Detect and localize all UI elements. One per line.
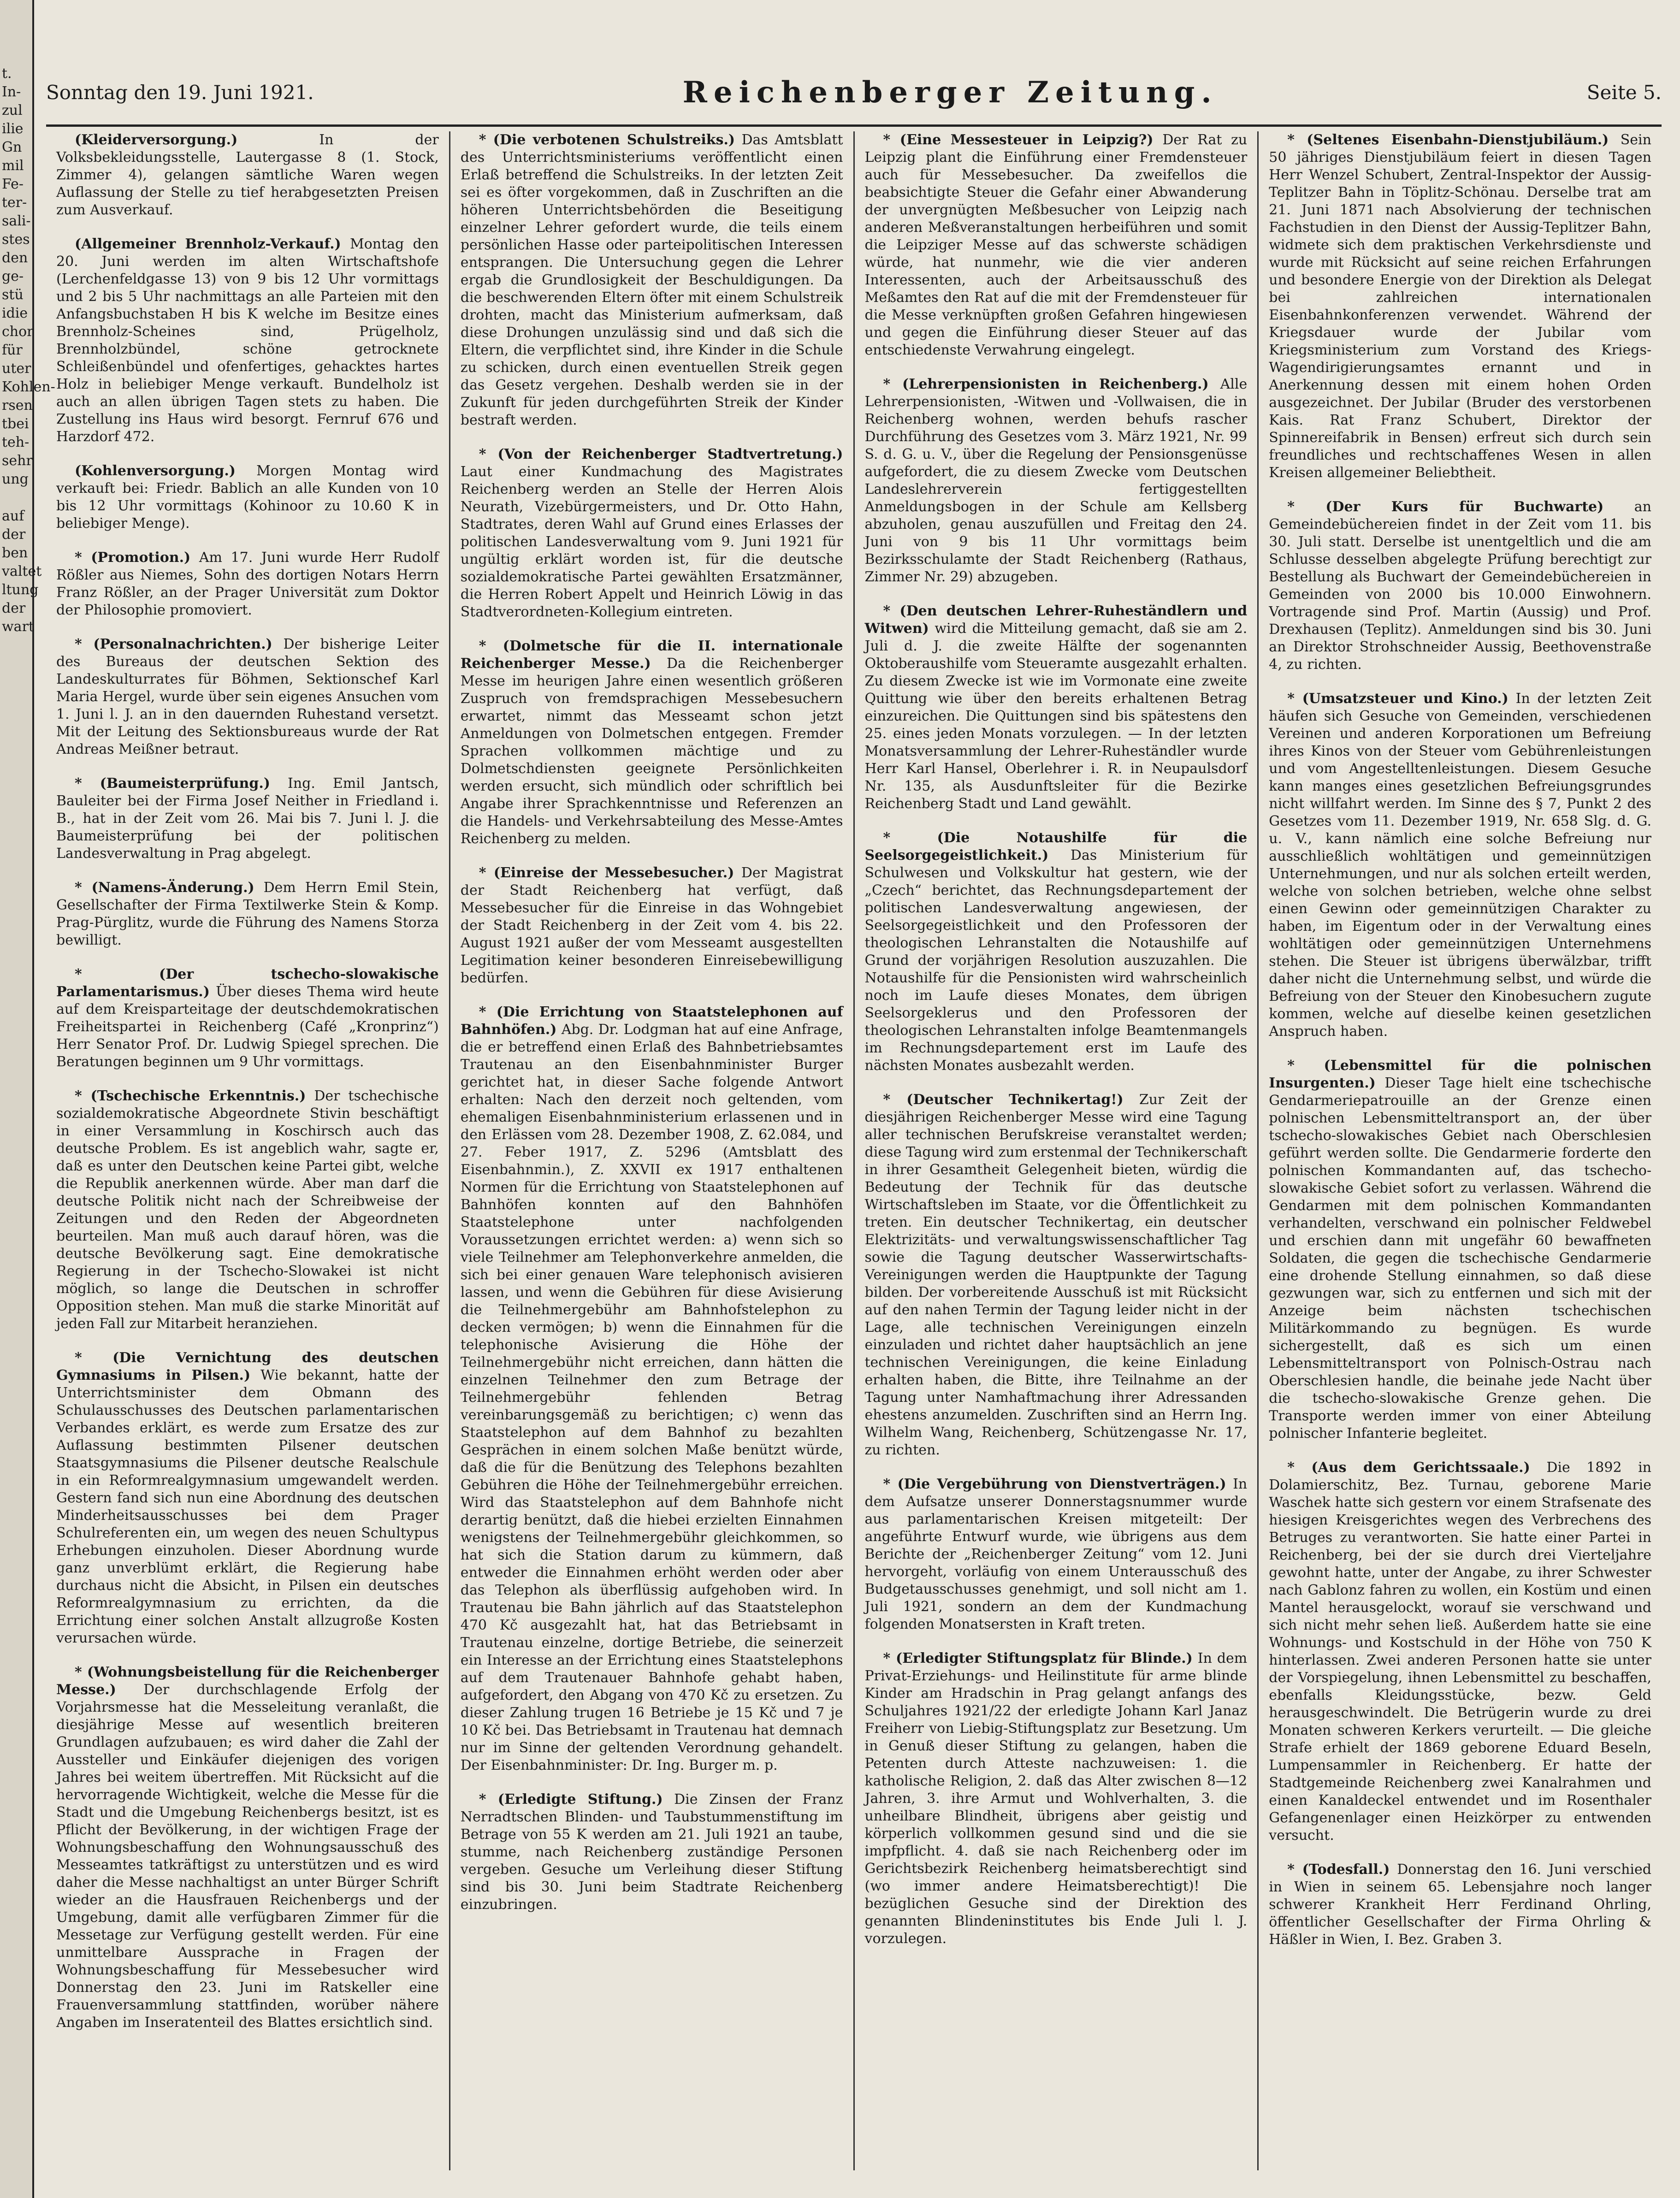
article-body: Dem Herrn Emil Stein, Gesellschafter der Firma Textilwerke Stein & Komp. Prag-Pürglitz, wurde die Führung des Namens Storza bewilligt. — [56, 880, 439, 948]
article — [461, 131, 843, 429]
article-headline: * (Dolmetsche für die II. internationale Reichenberger Messe.) — [460, 638, 843, 672]
article-headline: * (Promotion.) — [75, 550, 191, 566]
adjacent-page-edge — [0, 0, 55, 2198]
article-headline: (Kleiderversorgung.) — [75, 132, 238, 148]
article-body: Laut einer Kundmachung des Magistrates Reichenberg werden an Stelle der Herren Alois Neurath, Vizebürgermeisters, und Dr. Otto Hahn, Stadtrates, deren Wahl auf Grund eines Erlasses der politischen Landesverwaltung vom 9. Juni 1921 für ungültig erklärt worden ist, für die deutsche sozialdemokratische Partei gewählten Ersatzmänner, die Herren Robert Appelt und Heinrich Löwig in das Stadtverordneten-Kollegium eintreten. — [460, 464, 843, 620]
article — [865, 376, 1248, 586]
article-headline: * (Die Vernichtung des deutschen Gymnasiums in Pilsen.) — [56, 1350, 439, 1383]
article-headline: * (Tschechische Erkenntnis.) — [75, 1088, 306, 1104]
article-body: Der tschechische sozialdemokratische Abgeordnete Stivin beschäftigt in einer Versammlung in Koschirsch auch das deutsche Problem. Es ist angeblich wahr, sagte er, daß es unter den Deutschen keine Partei gibt, welche die Republik anerkennen würde. Aber man darf die deutsche Politik nicht nach der Schreibweise der Zeitungen und den Reden der Abgeordneten beurteilen. Man muß auch darauf hören, was die deutsche Bevölkerung sagt. Eine demokratische Regierung in der Tschecho-Slowakei ist nicht möglich, so lange die Deutschen in schroffer Opposition stehen. Man muß die starke Minorität auf jeden Fall zur Mitarbeit heranziehen. — [56, 1088, 439, 1332]
article — [1269, 1459, 1651, 1844]
article — [1269, 1057, 1651, 1442]
masthead — [46, 69, 1662, 127]
article — [1269, 1861, 1651, 1949]
article-headline: * (Aus dem Gerichtssaale.) — [1287, 1459, 1530, 1476]
article-headline: * (Der Kurs für Buchwarte) — [1287, 499, 1604, 515]
article — [56, 775, 439, 863]
article-headline: * (Eine Messesteuer in Leipzig?) — [883, 132, 1154, 148]
column-3 — [855, 131, 1259, 2170]
article-body: Die 1892 in Dolamierschitz, Bez. Turnau, geborene Marie Waschek hatte sich gestern vor einem Strafsenate des hiesigen Kreisgerichtes wegen des Verbrechens des Betruges zu verantworten. Sie hatte einer Partei in Reichenberg, bei der sie durch drei Vierteljahre gewohnt hatte, unter der Angabe, zu ihrer Schwester nach Gablonz fahren zu wollen, ein Kostüm und einen Mantel herausgelockt, worauf sie verschwand und sich nicht mehr sehen ließ. Außerdem hatte sie eine Wohnungs- und Kostschuld in der Höhe von 750 K hinterlassen. Zwei anderen Personen hatte sie unter der Vorspiegelung, ihnen Lebensmittel zu beschaffen, ebenfalls Kleidungsstücke, bezw. Geld herausgeschwindelt. Die Betrügerin wurde zu drei Monaten schweren Kerkers verurteilt. — Die gleiche Strafe erhielt der 1869 geborene Eduard Beseln, Lumpensammler in Reichenberg. Er hatte der Stadtgemeinde Reichenberg zwei Kanalrahmen und einen Kanaldeckel entwendet und im Rosenthaler Gefangenenlager einen Heizkörper zu entwenden versucht. — [1269, 1459, 1651, 1843]
article-body: Alle Lehrerpensionisten, -Witwen und -Vollwaisen, die in Reichenberg wohnen, werden behufs rascher Durchführung des Gesetzes vom 3. März 1921, Nr. 99 S. d. G. u. V., über die Regelung der Pensionsgenüsse aufgefordert, die zu diesem Zwecke vom Deutschen Landeslehrerverein fertiggestellten Anmeldungsbogen in der Schule am Kellsberg abzuholen, genau auszufüllen und Freitag den 24. Juni von 9 bis 11 Uhr vormittags beim Bezirksschulamte der Stadt Reichenberg (Rathaus, Zimmer Nr. 29) abzugeben. — [864, 376, 1248, 585]
article-body: In der Volksbekleidungsstelle, Lautergasse 8 (1. Stock, Zimmer 4), gelangen sämtliche Waren wegen Auflassung der Stelle zu tief herabgesetzten Preisen zum Ausverkauf. — [56, 132, 439, 218]
article — [56, 966, 439, 1071]
article-body: Montag den 20. Juni werden im alten Wirtschaftshofe (Lerchenfeldgasse 13) von 9 bis 12 Uhr vormittags und 2 bis 5 Uhr nachmittags an alle Parteien mit den Anfangsbuchstaben H bis K welche im Besitze eines Brennholz-Scheines sind, Prügelholz, Brennholzbündel, schöne getrocknete Schleißenbündel und ofenfertiges, gehacktes hartes Holz in beliebiger Menge verkauft. Bundelholz ist auch an allen übrigen Tagen stets zu haben. Die Zustellung ins Haus wird besorgt. Fernruf 676 und Harzdorf 472. — [56, 236, 439, 445]
article — [461, 1791, 843, 1914]
article-headline: * (Die Errichtung von Staatstelephonen auf Bahnhöfen.) — [460, 1004, 843, 1038]
article-body: In dem Privat-Erziehungs- und Heilinstitute für arme blinde Kinder am Hradschin in Prag gelangt anfangs des Schuljahres 1921/22 der erledigte Johann Karl Janaz Freiherr von Liebig-Stiftungsplatz zur Besetzung. Um in Genuß dieser Stiftung zu gelangen, haben die Petenten durch Atteste nachzuweisen: 1. die katholische Religion, 2. daß das Alter zwischen 8—12 Jahren, 3. ihre Armut und Wohlverhalten, 3. die unheilbare Blindheit, übrigens aber geistig und körperlich vollkommen gesund sind und die sie impfpflicht. 4. daß sie nach Reichenberg oder im Gerichtsbezirk Reichenberg heimatsberechtigt sind (wo immer andere Heimatsberechtigt)! Die bezüglichen Gesuche sind der Direktion des genannten Blindeninstitutes bis Ende Juli l. J. vorzulegen. — [864, 1650, 1248, 1947]
article-headline: * (Personalnachrichten.) — [75, 636, 272, 652]
article-headline: * (Baumeisterprüfung.) — [75, 775, 270, 792]
article — [1269, 690, 1651, 1040]
article — [56, 236, 439, 446]
article-body: Der durchschlagende Erfolg der Vorjahrsmesse hat die Messeleitung veranlaßt, die diesjährige Messe auf wesentlich breiteren Grundlagen aufzubauen; es wird daher die Zahl der Aussteller und Einkäufer diejenigen des vorigen Jahres bei weitem übertreffen. Mit Rücksicht auf die hervorragende Wichtigkeit, welche die Messe für die Stadt und die Umgebung Reichenbergs besitzt, ist es Pflicht der Bevölkerung, in der wichtigen Frage der Wohnungsbeschaffung den Wohnungsausschuß des Messeamtes tatkräftigst zu unterstützen und es wird daher die Messe nachhaltigst an unter Bürger Schrift wieder an die Hausfrauen Reichenbergs und der Umgebung, damit alle verfügbaren Zimmer für die Messetage zur Verfügung gestellt werden. Für eine unmittelbare Aussprache in Fragen der Wohnungsbeschaffung für Messebesucher wird Donnerstag den 23. Juni im Ratskeller eine Frauenversammlung stattfinden, worüber nähere Angaben im Inseratenteil des Blattes ersichtlich sind. — [56, 1682, 439, 2031]
article-headline: * (Seltenes Eisenbahn-Dienstjubiläum.) — [1287, 132, 1609, 148]
article — [461, 446, 843, 621]
article — [461, 1004, 843, 1774]
article-headline: * (Erledigte Stiftung.) — [479, 1791, 663, 1808]
article — [865, 603, 1248, 813]
article — [865, 1091, 1248, 1459]
article-headline: * (Die verbotenen Schulstreiks.) — [479, 132, 735, 148]
article-body: In dem Aufsatze unserer Donnerstagsnummer wurde aus parlamentarischen Kreisen mitgeteilt: Der angeführte Entwurf wurde, wie übrigens aus dem Berichte der „Reichenberger Zeitung“ vom 12. Juni hervorgeht, vorläufig von einem Unterausschuß des Budgetausschusses genehmigt, und soll nicht am 1. Juli 1921, sondern an dem der Kundmachung folgenden Monatsersten in Kraft treten. — [864, 1476, 1248, 1632]
article-body: an Gemeindebüchereien findet in der Zeit vom 11. bis 30. Juli statt. Derselbe ist unentgeltlich und die am Schlusse desselben abgelegte Prüfung berechtigt zur Bestellung als Buchwart der Gemeindebüchereien in Gemeinden von 2000 bis 10.000 Einwohnern. Vortragende sind Prof. Martin (Aussig) und Prof. Drexhausen (Teplitz). Anmeldungen sind bis 30. Juni an Direktor Strohschneider Aussig, Beethovenstraße 4, zu richten. — [1269, 499, 1652, 673]
article-body: Zur Zeit der diesjährigen Reichenberger Messe wird eine Tagung aller technischen Berufskreise veranstaltet werden; diese Tagung wird zum erstenmal der Technikerschaft in ihrer Gesamtheit Gelegenheit bieten, würdig die Bedeutung der Technik für das deutsche Wirtschaftsleben im Staate, vor die Öffentlichkeit zu treten. Ein deutscher Technikertag, ein deutscher Elektrizitäts- und verwaltungswissenschaftlicher Tag sowie die Tagung deutscher Wasserwirtschafts-Vereinigungen werden die Hauptpunkte der Tagung bilden. Der vorbereitende Ausschuß ist mit Rücksicht auf den nahen Termin der Tagung leider nicht in der Lage, alle technischen Vereinigungen einzeln einzuladen und richtet daher hauptsächlich an jene technischen Vereinigungen, die keine Einladung erhalten haben, die Bitte, ihre Teilnahme an der Tagung unter Namhaftmachung ihrer Adressanden ehestens anzumelden. Zuschriften sind an Herrn Ing. Wilhelm Wang, Reichenberg, Schützengasse Nr. 17, zu richten. — [864, 1092, 1248, 1458]
column-4 — [1259, 131, 1662, 2170]
article-body: Am 17. Juni wurde Herr Rudolf Rößler aus Niemes, Sohn des dortigen Notars Herrn Franz Rößler, an der Prager Universität zum Doktor der Philosophie promoviert. — [56, 550, 439, 618]
article — [461, 864, 843, 987]
article-headline: * (Der tschecho-slowakische Parlamentarismus.) — [56, 966, 439, 1000]
column-2 — [450, 131, 855, 2170]
article — [865, 131, 1248, 359]
article-body: Der Magistrat der Stadt Reichenberg hat verfügt, daß Messebesucher für die Einreise in das Wohngebiet der Stadt Reichenberg in der Zeit vom 4. bis 22. August 1921 außer der vom Messeamt ausgestellten Legitimation keiner besonderen Einreisebewilligung bedürfen. — [460, 865, 843, 986]
article-columns — [46, 131, 1662, 2170]
article — [56, 879, 439, 949]
article-headline: * (Todesfall.) — [1287, 1861, 1390, 1878]
article-body: Sein 50 jähriges Dienstjubiläum feiert in diesen Tagen Herr Wenzel Schubert, Zentral-Inspektor der Aussig-Teplitzer Bahn in Töplitz-Schönau. Derselbe trat am 21. Juni 1871 nach Absolvierung der technischen Fachstudien in den Dienst der Aussig-Teplitzer Bahn, widmete sich dem praktischen Verkehrsdienste und wurde mit Rücksicht auf seine reichen Erfahrungen und besondere Energie von der Direktion als Delegat bei zahlreichen internationalen Eisenbahnkonferenzen verwendet. Während der Kriegsdauer wurde der Jubilar vom Kriegsministerium zum Vorstand des Kriegs-Wagendirigierungsamtes ernannt und in Anerkennung dessen mit einem hohen Orden ausgezeichnet. Der Jubilar (Bruder des verstorbenen Kais. Rat Franz Schubert, Direktor der Spinnereifabrik in Bensen) erfreut sich durch sein freundliches und rechtschaffenes Wesen in allen Kreisen allgemeiner Beliebtheit. — [1269, 132, 1651, 481]
article-body: Das Ministerium für Schulwesen und Volkskultur hat gestern, wie der „Czech“ berichtet, das Rechnungsdepartement der politischen Landesverwaltung angewiesen, der Seelsorgegeistlichkeit und den Professoren der theologischen Lehranstalten die Notaushilfe auf Grund der vorjährigen Resolution auszuzahlen. Die Notaushilfe für die Pensionisten wird wahrscheinlich noch im Laufe dieses Monates, dem übrigen Seelsorgeklerus und den Professoren der theologischen Lehranstalten infolge Beamtenmangels im Rechnungsdepartement erst im Laufe des nächsten Monates ausbezahlt werden. — [864, 847, 1248, 1074]
article-body: In der letzten Zeit häufen sich Gesuche von Gemeinden, verschiedenen Vereinen und anderen Korporationen um Befreiung ihres Kinos von der Steuer vom Gebührenleistungen und vom Angestelltenleistungen. Diesem Gesuche kann manges eines gesetzlichen Befreiungsgrundes nicht willfahrt werden. Im Sinne des § 7, Punkt 2 des Gesetzes vom 11. Dezember 1919, Nr. 658 Slg. d. G. u. V., kann nämlich eine solche Befreiung nur ausschließlich wohltätigen und gemeinnützigen Unternehmungen, und nur als solchen erteilt werden, welche von solchen betrieben, welche ohne selbst einen Gewinn oder gemeinnützigen Charakter zu haben, im Eigentum oder in der Verwaltung eines wohltätigen oder gemeinnützigen Unternehmens stehen. Die Steuer ist übrigens überwälzbar, trifft daher nicht die Unternehmung selbst, und würde die Befreiung von der Steuer den Kinobesuchern zugute kommen, welche auf dieselbe keinen gesetzlichen Anspruch haben. — [1269, 691, 1651, 1040]
article-body: Donnerstag den 16. Juni verschied in Wien in seinem 65. Lebensjahre noch langer schwerer Krankheit Herr Ferdinand Ohrling, öffentlicher Gesellschafter der Firma Ohrling & Häßler in Wien, I. Bez. Graben 3. — [1269, 1861, 1651, 1948]
column-1 — [46, 131, 450, 2170]
article-body: Ing. Emil Jantsch, Bauleiter bei der Firma Josef Neither in Friedland i. B., hat in der Zeit vom 26. Mai bis 7. Juni l. J. die Baumeisterprüfung bei der politischen Landesverwaltung in Prag abgelegt. — [56, 775, 439, 862]
article — [1269, 131, 1651, 482]
article — [56, 1349, 439, 1647]
article-body: Dieser Tage hielt eine tschechische Gendarmeriepatrouille an der Grenze einen polnischen Lebensmitteltransport an, der über tschecho-slowakisches Gebiet nach Oberschlesien geführt werden sollte. Die Gendarmerie forderte den polnischen Kommandanten auf, das tschecho-slowakische Gebiet sofort zu verlassen. Während die Gendarmen mit dem polnischen Kommandanten verhandelten, verschwand ein polnischer Feldwebel und erschien dann mit ungefähr 60 bewaffneten Soldaten, die gegen die tschechische Gendarmerie eine drohende Stellung einnahmen, so daß diese gezwungen war, sich zu entfernen und sich mit der Anzeige beim nächsten tschechischen Militärkommando zu begnügen. Es wurde sichergestellt, daß es sich um einen Lebensmitteltransport von Polnisch-Ostrau nach Oberschlesien handle, die beinahe jede Nacht über die tschecho-slowakische Grenze gehen. Die Transporte werden immer von einer Abteilung polnischer Infanterie begleitet. — [1269, 1075, 1651, 1442]
page-number: Seite 5. — [1586, 81, 1662, 104]
article-body: wird die Mitteilung gemacht, daß sie am 2. Juli d. J. die zweite Hälfte der sogenannten Oktoberaushilfe vom Steueramte ausgezahlt erhalten. Zu diesem Zwecke ist wie im Vormonate eine zweite Quittung wie über den bereits erhaltenen Betrag einzureichen. Die Quittungen sind bis spätestens den 25. eines jeden Monats vorzulegen. — In der letzten Monatsversammlung der Lehrer-Ruheständler wurde Herr Karl Hansel, Oberlehrer i. R. in Neupaulsdorf Nr. 135, als Ausdunftsleiter für die Bezirke Reichenberg Stadt und Land gewählt. — [864, 620, 1248, 812]
article-body: Da die Reichenberger Messe im heurigen Jahre einen wesentlich größeren Zuspruch von fremdsprachigen Messebesuchern erwartet, nimmt das Messeamt schon jetzt Anmeldungen von Dolmetschen entgegen. Fremder Sprachen vollkommen mächtige und zu Dolmetschdiensten geeignete Persönlichkeiten werden ersucht, sich mündlich oder schriftlich bei Angabe ihrer Sprachkenntnisse und Referenzen an die Handels- und Verkehrsabteilung des Messe-Amtes Reichenberg zu melden. — [460, 656, 843, 847]
article-headline: (Allgemeiner Brennholz-Verkauf.) — [75, 236, 341, 252]
article-body: Wie bekannt, hatte der Unterrichtsminister dem Obmann des Schulausschusses des Deutschen parlamentarischen Verbandes erklärt, es werde zum Ersatze des zur Auflassung bestimmten Pilsener deutschen Staatsgymnasiums die Pilsener deutsche Realschule in ein Reformrealgymnasium umgewandelt werden. Gestern fand sich nun eine Abordnung des deutschen Minderheitsausschusses bei dem Prager Schulreferenten ein, um wegen des neuen Schultypus Erhebungen einzuholen. Dieser Abordnung wurde ganz unverblümt erklärt, die Regierung habe durchaus nicht die Absicht, in Pilsen ein deutsches Reformrealgymnasium zu errichten, da die Errichtung einer solchen Anstalt allzugroße Kosten verursachen würde. — [56, 1367, 439, 1646]
issue-date: Sonntag den 19. Juni 1921. — [46, 81, 314, 104]
article-headline: * (Lehrerpensionisten in Reichenberg.) — [883, 376, 1209, 392]
article-headline: * (Die Notaushilfe für die Seelsorgegeistlichkeit.) — [864, 830, 1248, 863]
article-headline: * (Umsatzsteuer und Kino.) — [1287, 691, 1508, 707]
article-body: Das Amtsblatt des Unterrichtsministeriums veröffentlicht einen Erlaß betreffend die Schulstreiks. In der letzten Zeit sei es öfter vorgekommen, daß in Zuschriften an die höheren Unterrichtsbehörden die Beseitigung einzelner Lehrer gefordert wurde, die teils einem persönlichen Hasse oder parteipolitischen Interessen entsprangen. Die Untersuchung gegen die Lehrer ergab die Grundlosigkeit der Beschuldigungen. Da die beschwerenden Eltern öfter mit einem Schulstreik drohten, macht das Ministerium aufmerksam, daß diese Drohungen unzulässig sind und daß sich die Eltern, die verpflichtet sind, ihre Kinder in die Schule zu schicken, durch einen eventuellen Streik gegen das Gesetz vergehen. Deshalb werden sie in der Zukunft für jeden durchgeführten Streik der Kinder bestraft werden. — [460, 132, 843, 428]
article — [56, 1087, 439, 1333]
article-body: Abg. Dr. Lodgman hat auf eine Anfrage, die er betreffend einen Erlaß des Bahnbetriebsamtes Trautenau an den Eisenbahnminister Burger gerichtet hat, in dieser Sache folgende Antwort erhalten: Nach den derzeit noch geltenden, vom ehemaligen Eisenbahnministerium erlassenen und in den Erlässen vom 28. Dezember 1908, Z. 62.084, und 27. Feber 1917, Z. 5296 (Amtsblatt des Eisenbahnmin.), Z. XXVII ex 1917 enthaltenen Normen für die Errichtung von Staatstelephonen auf Bahnhöfen konnten auf den Bahnhöfen Staatstelephone unter nachfolgenden Voraussetzungen errichtet werden: a) wenn sich so viele Teilnehmer am Telephonverkehre anmelden, die sich bei einer genauen Ware telephonisch avisieren lassen, und wenn die Gebühren für diese Avisierung die Teilnehmergebühr am Bahnhofstelephon zu decken vermögen; b) wenn die Einnahmen für die telephonische Avisierung die Höhe der Teilnehmergebühr nicht erreichen, dann hätten die einzelnen Teilnehmer den zum Betrage der Teilnehmergebühr fehlenden Betrag vereinbarungsgemäß zu berichtigen; c) wenn das Staatstelephon auf dem Bahnhof zu bezahlten Gesprächen in einem solchen Maße benützt würde, daß die für die Benützung des Telephons bezahlten Gebühren die Höhe der Teilnehmergebühr erreichen. Wird das Staatstelephon auf dem Bahnhofe nicht derartig benützt, daß die hiebei erzielten Einnahmen wenigstens der Teilnehmergebühr gleichkommen, so hat sich die Station darum zu kümmern, daß entweder die Einnahmen erhöht werden oder aber das Telephon als überflüssig aufgehoben wird. In Trautenau bie Bahn jährlich auf das Staatstelephon 470 Kč ausgezahlt hat, hat das Betriebsamt in Trautenau einzelne, dortige Betriebe, die seinerzeit ein Interesse an der Errichtung eines Staatstelephons auf dem Trautenauer Bahnhofe gehabt haben, aufgefordert, den Abgang von 470 Kč zu ersetzen. Zu dieser Zahlung trugen 16 Betriebe je 15 Kč und 7 je 10 Kč bei. Das Betriebsamt in Trautenau hat demnach nur im Sinne der geltenden Verordnung gehandelt. Der Eisenbahnminister: Dr. Ing. Burger m. p. — [460, 1022, 843, 1773]
article-body: Morgen Montag wird verkauft bei: Friedr. Bablich an alle Kunden von 10 bis 12 Uhr vormittags (Kohinoor zu 10.60 K in beliebiger Menge). — [56, 463, 439, 532]
article-body: Über dieses Thema wird heute auf dem Kreisparteitage der deutschdemokratischen Freiheitspartei in Reichenberg (Café „Kronprinz“) Herr Senator Prof. Dr. Ludwig Spiegel sprechen. Die Beratungen beginnen um 9 Uhr vormittags. — [56, 984, 439, 1070]
article — [56, 131, 439, 219]
article-headline: * (Die Vergebührung von Dienstverträgen.) — [883, 1476, 1226, 1492]
newspaper-title: Reichenberger Zeitung. — [682, 75, 1218, 110]
article-headline: * (Von der Reichenberger Stadtvertretung.) — [479, 446, 843, 462]
article-headline: * (Den deutschen Lehrer-Ruheständlern und Witwen) — [864, 603, 1248, 637]
article — [56, 1664, 439, 2032]
article-headline: * (Einreise der Messebesucher.) — [479, 865, 734, 881]
article-headline: * (Wohnungsbeistellung für die Reichenberger Messe.) — [56, 1664, 439, 1698]
article — [56, 549, 439, 619]
edge-fragment-text: t. In- zul ilie Gn mil Fe- ter- sali- stes den ge- stü idie chor für uter Kohlen- rsen tbei teh- sehr ung auf der ben valtet ltung der wart — [2, 65, 55, 635]
article-body: Der bisherige Leiter des Bureaus der deutschen Sektion des Landeskulturrates für Böhmen, Sektionschef Karl Maria Hergel, wurde über sein eigenes Ansuchen vom 1. Juni l. J. an in den dauernden Ruhestand versetzt. Mit der Leitung des Sektionsbureaus wurde der Rat Andreas Meißner betraut. — [56, 636, 439, 757]
article — [865, 1476, 1248, 1633]
article-headline: * (Erledigter Stiftungsplatz für Blinde.) — [883, 1650, 1193, 1666]
article — [1269, 498, 1651, 674]
article-headline: (Kohlenversorgung.) — [75, 463, 236, 479]
article — [865, 1650, 1248, 1948]
article — [865, 829, 1248, 1075]
article — [56, 636, 439, 758]
article-headline: * (Deutscher Technikertag!) — [883, 1092, 1124, 1108]
article-headline: * (Namens-Änderung.) — [75, 880, 254, 896]
article — [56, 462, 439, 532]
article-body: Die Zinsen der Franz Nerradtschen Blinden- und Taubstummenstiftung im Betrage von 55 K werden am 21. Juli 1921 an taube, stumme, nach Reichenberg zuständige Personen vergeben. Gesuche um Verleihung dieser Stiftung sind bis 30. Juni beim Stadtrate Reichenberg einzubringen. — [460, 1791, 843, 1913]
article-headline: * (Lebensmittel für die polnischen Insurgenten.) — [1269, 1058, 1651, 1091]
article-body: Der Rat zu Leipzig plant die Einführung einer Fremdensteuer auch für Messebesucher. Da zweifellos die beabsichtigte Steuer die Gefahr einer Abwanderung der unvergnügten Meßbesucher von Leipzig nach anderen Meßveranstaltungen herbeiführen und somit die Leipziger Messe auf das schwerste schädigen würde, hat nunmehr, wie die vier anderen Interessenten, auch der Arbeitsausschuß des Meßamtes den Rat auf die mit der Fremdensteuer für die Messe verknüpften großen Gefahren hingewiesen und gegen die Einführung dieser Steuer auf das entschiedenste Verwahrung eingelegt. — [864, 132, 1248, 358]
article — [461, 638, 843, 848]
